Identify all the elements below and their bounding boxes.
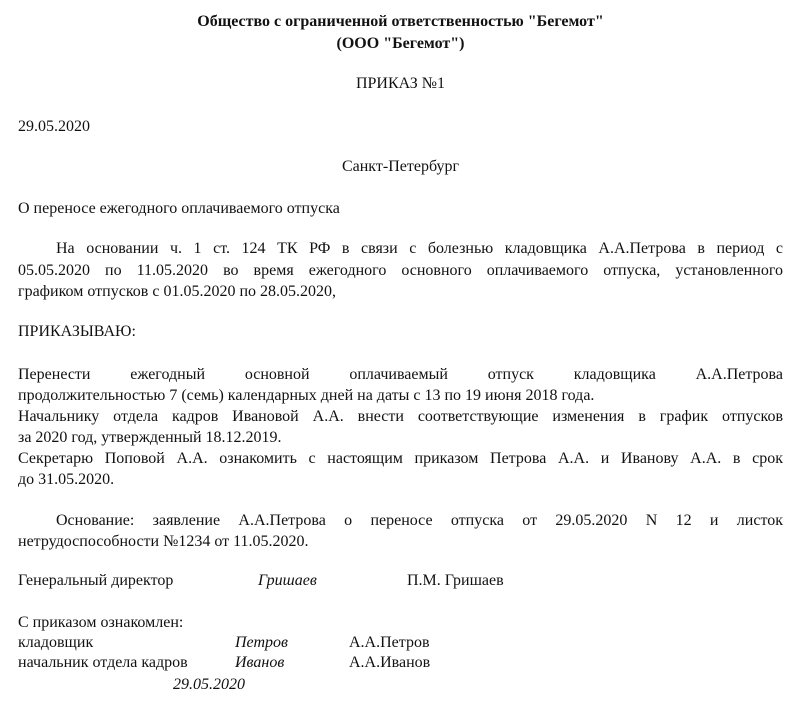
- ack-signature: Петров: [235, 634, 288, 651]
- ack-position: начальник отдела кадров: [18, 654, 188, 671]
- item-line: Перенести ежегодный основной оплачиваемый отпуск кладовщика А.А.Петрова: [18, 366, 783, 383]
- item-line: продолжительностью 7 (семь) календарных дней на даты с 13 по 19 июня 2018 года.: [18, 387, 595, 404]
- item-line: до 31.05.2020.: [18, 471, 115, 488]
- director-signature: Гришаев: [258, 572, 317, 589]
- director-position: Генеральный директор: [18, 572, 174, 589]
- director-name: П.М. Гришаев: [407, 572, 504, 589]
- city: Санкт-Петербург: [341, 158, 460, 175]
- preamble-line: графиком отпусков с 01.05.2020 по 28.05.2020,: [18, 283, 336, 300]
- basis-line: Основание: заявление А.А.Петрова о переносе отпуска от 29.05.2020 N 12 и листок: [56, 512, 783, 529]
- document-title: ПРИКАЗ №1: [355, 75, 446, 92]
- basis-line: нетрудоспособности №1234 от 11.05.2020.: [18, 533, 309, 550]
- order-word: ПРИКАЗЫВАЮ:: [18, 323, 136, 340]
- ack-date: 29.05.2020: [173, 676, 245, 693]
- acknowledged-label: С приказом ознакомлен:: [18, 614, 184, 631]
- item-line: за 2020 год, утвержденный 18.12.2019.: [18, 429, 282, 446]
- item-line: Секретарю Поповой А.А. ознакомить с настоящим приказом Петрова А.А. и Иванову А.А. в срок: [18, 450, 783, 467]
- item-line: Начальнику отдела кадров Ивановой А.А. внести соответствующие изменения в график отпусков: [18, 408, 783, 425]
- ack-name: А.А.Иванов: [349, 654, 431, 671]
- preamble-line: 05.05.2020 по 11.05.2020 во время ежегодного основного оплачиваемого отпуска, установленного: [18, 262, 783, 279]
- ack-position: кладовщик: [18, 634, 94, 651]
- document-date: 29.05.2020: [18, 118, 90, 135]
- org-full-name: Общество с ограниченной ответственностью "Бегемот": [197, 13, 604, 30]
- subject: О переносе ежегодного оплачиваемого отпуска: [18, 200, 340, 217]
- preamble-line: На основании ч. 1 ст. 124 ТК РФ в связи с болезнью кладовщика А.А.Петрова в период с: [56, 240, 783, 257]
- ack-name: А.А.Петров: [349, 634, 430, 651]
- org-short-name: (ООО "Бегемот"): [336, 35, 465, 52]
- ack-signature: Иванов: [235, 654, 285, 671]
